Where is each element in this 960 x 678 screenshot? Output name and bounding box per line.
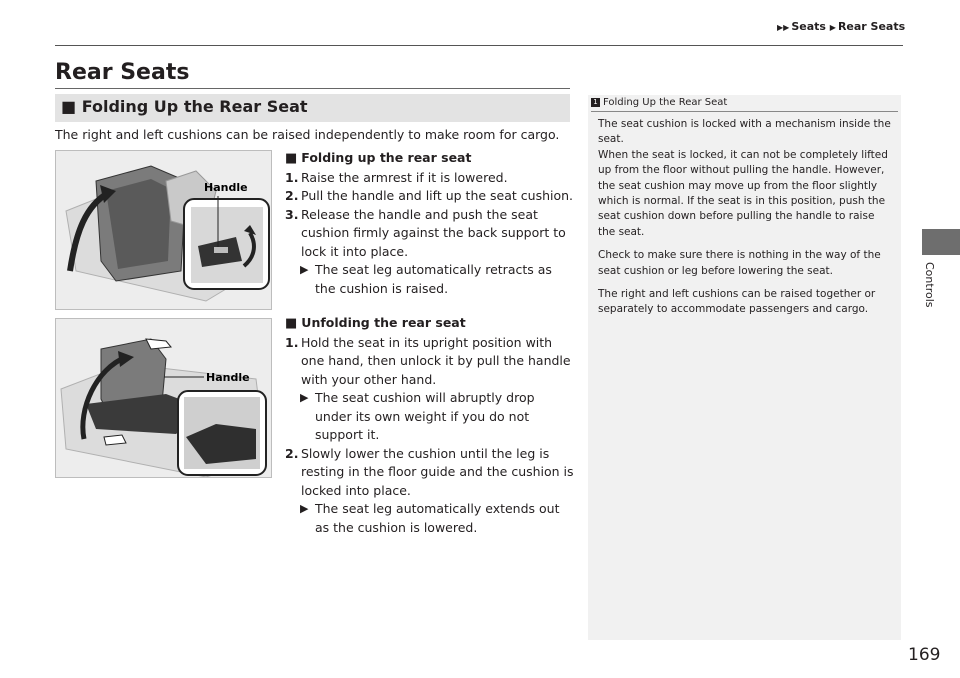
folding-step (285, 187, 575, 206)
result-arrow-icon: ▶ (300, 263, 309, 276)
handle-label: Handle (206, 371, 250, 384)
step-text: Hold the seat in its upright position with one hand, then unlock it by pull the handle with your other hand. (301, 334, 571, 387)
step-text: Pull the handle and lift up the seat cushion. (301, 188, 574, 203)
step-number: 3. (285, 206, 299, 222)
folding-step (285, 206, 575, 262)
title-divider (55, 88, 570, 89)
unfolding-instructions (285, 314, 575, 537)
unfolding-step (285, 445, 575, 501)
unfolding-heading-text: Unfolding the rear seat (301, 315, 466, 330)
step-text: Release the handle and push the seat cushion firmly against the back support to lock it into place. (301, 206, 566, 259)
side-tab-text: Controls (923, 262, 936, 308)
breadcrumb (777, 20, 905, 33)
section-title: ■ Folding Up the Rear Seat (61, 97, 308, 116)
note-paragraph: The right and left cushions can be raised together or separately to accommodate passengers and cargo. (598, 288, 876, 316)
seat-unfold-drawing (56, 319, 271, 477)
breadcrumb-arrow-icon: ▶▶ (777, 23, 790, 32)
result-arrow-icon: ▶ (300, 391, 309, 404)
seat-fold-drawing (56, 151, 271, 309)
note-paragraph: When the seat is locked, it can not be completely lifted up from the floor without pulling the handle. However, the seat cushion may move up from the floor slightly which is normal. If the seat is in this position, push the seat cushion down before pulling the handle to raise the seat. (598, 148, 888, 238)
side-tab-label (920, 262, 940, 322)
step-number: 1. (285, 169, 299, 185)
result-text: The seat cushion will abruptly drop under its own weight if you do not support it. (315, 390, 535, 442)
unfolding-step (285, 334, 575, 390)
step-text: Raise the armrest if it is lowered. (301, 169, 508, 185)
section-title-text: Folding Up the Rear Seat (81, 97, 308, 116)
note-divider (591, 111, 898, 112)
result-arrow-icon: ▶ (300, 502, 309, 515)
result-text: The seat leg automatically retracts as the cushion is raised. (315, 262, 552, 296)
section-bar (55, 94, 570, 122)
section-intro: The right and left cushions can be raised independently to make room for cargo. (55, 127, 560, 142)
note-paragraph: Check to make sure there is nothing in the way of the seat cushion or leg before lowering the seat. (598, 249, 881, 277)
note-title-text: Folding Up the Rear Seat (603, 97, 728, 108)
breadcrumb-arrow-icon: ▶ (829, 23, 836, 32)
result-text: The seat leg automatically extends out as the cushion is lowered. (315, 501, 560, 535)
sidebar-note (588, 95, 901, 640)
illustration-folding (55, 150, 272, 310)
folding-instructions (285, 149, 575, 298)
unfolding-heading (285, 314, 575, 334)
square-bullet-icon: ■ (285, 151, 298, 166)
illustration-unfolding (55, 318, 272, 478)
step-text: Slowly lower the cushion until the leg is resting in the floor guide and the cushion is locked into place. (301, 445, 574, 498)
page-title: Rear Seats (55, 60, 190, 85)
folding-step (285, 169, 575, 188)
folding-heading (285, 149, 575, 169)
note-body (598, 117, 894, 318)
unfolding-result (285, 389, 575, 445)
step-number: 1. (285, 334, 299, 350)
header-divider (55, 45, 903, 46)
folding-result (285, 261, 575, 298)
note-ref-icon: 1 (591, 98, 600, 107)
folding-heading-text: Folding up the rear seat (301, 150, 472, 165)
page-number: 169 (908, 645, 941, 665)
breadcrumb-rear-seats[interactable]: Rear Seats (837, 20, 906, 33)
step-number: 2. (285, 445, 299, 461)
step-number: 2. (285, 188, 299, 203)
side-tab-marker (922, 229, 960, 255)
unfolding-result (285, 500, 575, 537)
square-bullet-icon: ■ (285, 316, 298, 331)
handle-label: Handle (204, 181, 248, 194)
breadcrumb-seats[interactable]: Seats (791, 20, 826, 33)
note-paragraph: The seat cushion is locked with a mechanism inside the seat. (598, 118, 891, 146)
note-title (591, 97, 727, 108)
